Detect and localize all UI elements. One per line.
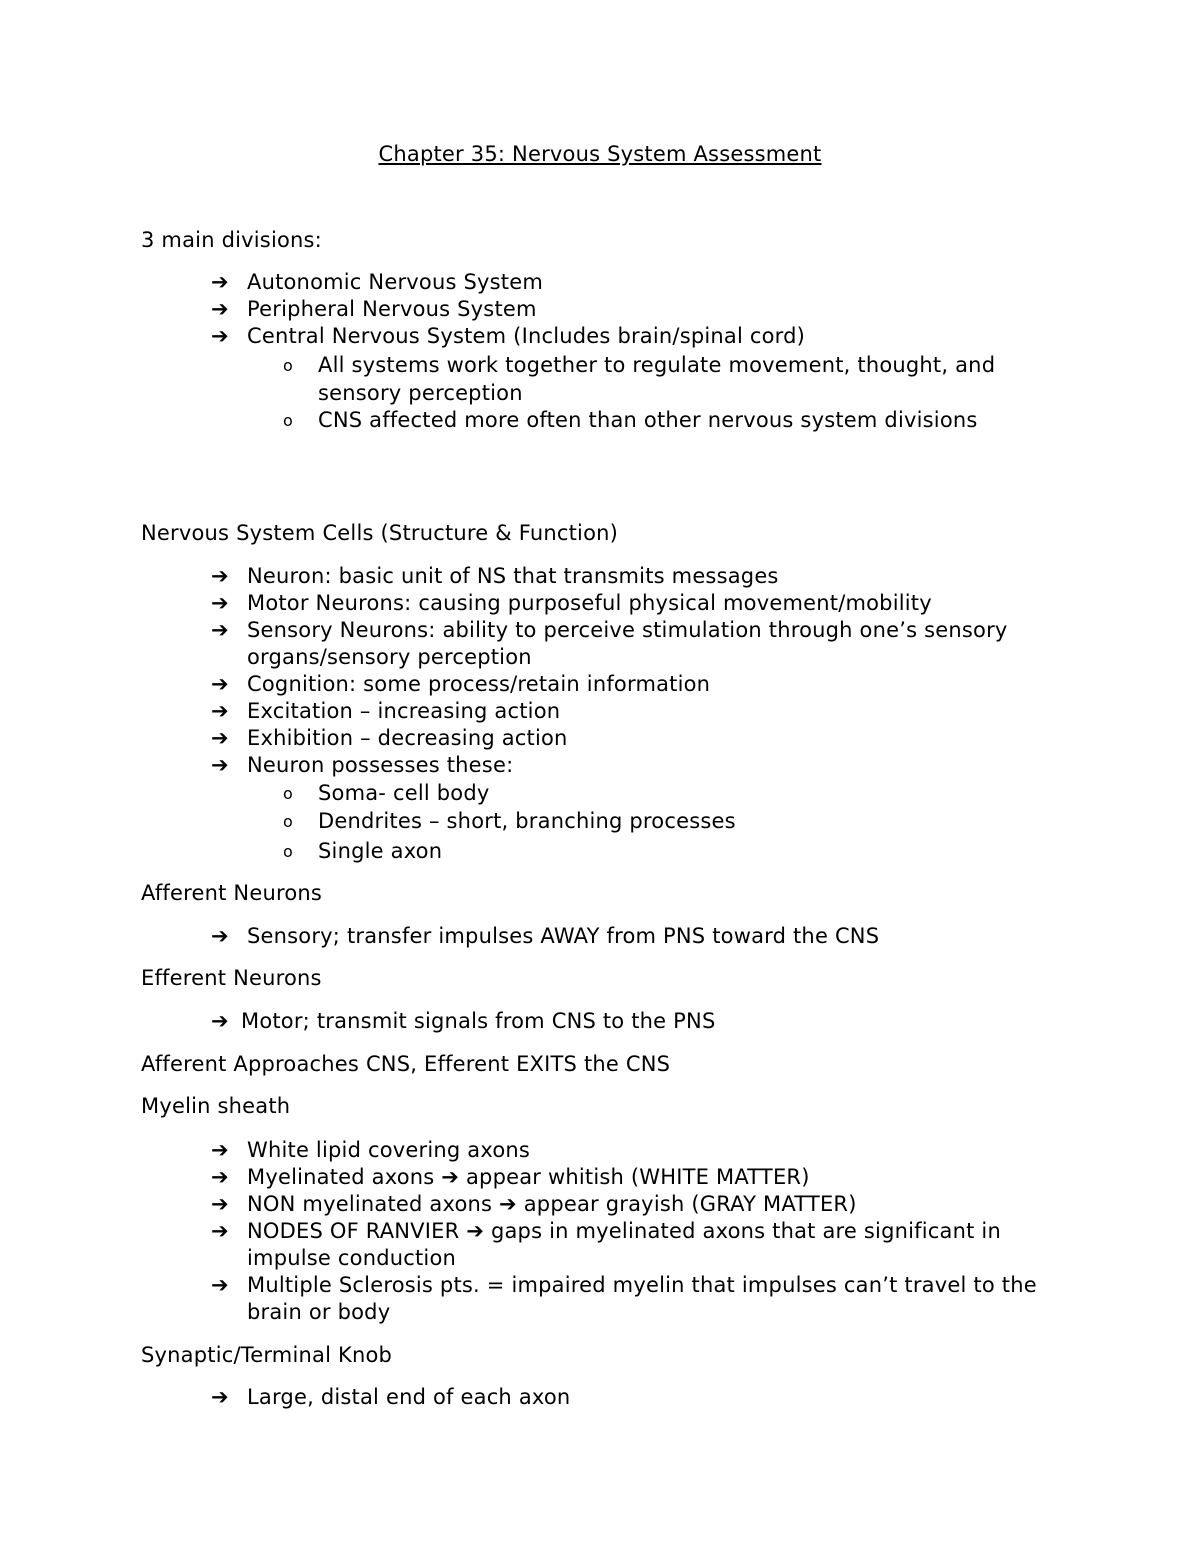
list-item-text: Neuron: basic unit of NS that transmits messages xyxy=(247,564,779,588)
arrow-bullet-icon: ➔ xyxy=(211,618,229,642)
list-item xyxy=(211,1384,1071,1411)
circle-bullet-icon: o xyxy=(283,356,293,375)
arrow-bullet-icon: ➔ xyxy=(211,1385,229,1409)
list-item xyxy=(211,617,1071,671)
list-item-text: Autonomic Nervous System xyxy=(247,270,544,294)
list-item xyxy=(211,725,1071,752)
list-item xyxy=(211,590,1071,617)
sub-list-item-text: CNS affected more often than other nervous system divisions xyxy=(318,408,978,432)
list-item xyxy=(211,1218,1071,1272)
list-item-text: Excitation – increasing action xyxy=(247,699,561,723)
section-heading-synaptic: Synaptic/Terminal Knob xyxy=(141,1343,393,1367)
section-heading-myelin: Myelin sheath xyxy=(141,1094,291,1118)
list-item xyxy=(211,752,1071,779)
list-item xyxy=(211,1008,1071,1035)
list-item-text: Central Nervous System (Includes brain/spinal cord) xyxy=(247,324,806,348)
section-heading-cells: Nervous System Cells (Structure & Function) xyxy=(141,521,619,545)
list-item-text: Sensory Neurons: ability to perceive stimulation through one’s sensory organs/sensory perception xyxy=(247,618,1008,669)
list-item xyxy=(211,296,1071,323)
arrow-bullet-icon: ➔ xyxy=(211,1009,229,1033)
section-heading-efferent: Efferent Neurons xyxy=(141,966,322,990)
sub-list-item-text: Soma- cell body xyxy=(318,781,490,805)
list-item-text: White lipid covering axons xyxy=(247,1138,531,1162)
list-item-text: Motor; transmit signals from CNS to the PNS xyxy=(241,1009,716,1033)
list-item xyxy=(211,323,1071,350)
list-item xyxy=(211,1164,1071,1191)
list-item-text: Exhibition – decreasing action xyxy=(247,726,568,750)
list-item xyxy=(211,1137,1071,1164)
list-item-text: Peripheral Nervous System xyxy=(247,297,537,321)
list-item-text: NON myelinated axons ➔ appear grayish (GRAY MATTER) xyxy=(247,1192,857,1216)
arrow-bullet-icon: ➔ xyxy=(211,270,229,294)
circle-bullet-icon: o xyxy=(283,842,293,861)
circle-bullet-icon: o xyxy=(283,411,293,430)
list-item-text: Cognition: some process/retain information xyxy=(247,672,711,696)
list-item-text: NODES OF RANVIER ➔ gaps in myelinated axons that are significant in impulse conduction xyxy=(247,1219,1001,1270)
list-item-text: Motor Neurons: causing purposeful physical movement/mobility xyxy=(247,591,932,615)
list-item xyxy=(211,923,1071,950)
arrow-bullet-icon: ➔ xyxy=(211,564,229,588)
list-item-text: Multiple Sclerosis pts. = impaired myelin that impulses can’t travel to the brain or body xyxy=(247,1273,1037,1324)
list-item-text: Sensory; transfer impulses AWAY from PNS toward the CNS xyxy=(247,924,880,948)
arrow-bullet-icon: ➔ xyxy=(211,672,229,696)
sub-list-item xyxy=(283,406,1063,434)
arrow-bullet-icon: ➔ xyxy=(211,753,229,777)
section-heading-approaches: Afferent Approaches CNS, Efferent EXITS the CNS xyxy=(141,1052,671,1076)
list-item-text: Myelinated axons ➔ appear whitish (WHITE MATTER) xyxy=(247,1165,810,1189)
sub-list-item xyxy=(283,807,1063,835)
sub-list-item xyxy=(283,779,1063,807)
section-heading-afferent: Afferent Neurons xyxy=(141,881,323,905)
arrow-bullet-icon: ➔ xyxy=(211,1219,229,1243)
arrow-bullet-icon: ➔ xyxy=(211,1273,229,1297)
arrow-bullet-icon: ➔ xyxy=(211,1138,229,1162)
arrow-bullet-icon: ➔ xyxy=(211,699,229,723)
list-item xyxy=(211,269,1071,296)
sub-list-item xyxy=(283,837,1063,865)
circle-bullet-icon: o xyxy=(283,784,293,803)
circle-bullet-icon: o xyxy=(283,812,293,831)
list-item xyxy=(211,1191,1071,1218)
sub-list-item xyxy=(283,351,1063,407)
arrow-bullet-icon: ➔ xyxy=(211,726,229,750)
arrow-bullet-icon: ➔ xyxy=(211,591,229,615)
sub-list-item-text: Single axon xyxy=(318,839,443,863)
list-item xyxy=(211,671,1071,698)
arrow-bullet-icon: ➔ xyxy=(211,324,229,348)
arrow-bullet-icon: ➔ xyxy=(211,924,229,948)
arrow-bullet-icon: ➔ xyxy=(211,1165,229,1189)
section-heading-divisions: 3 main divisions: xyxy=(141,228,322,252)
list-item xyxy=(211,698,1071,725)
arrow-bullet-icon: ➔ xyxy=(211,1192,229,1216)
list-item xyxy=(211,1272,1071,1326)
list-item xyxy=(211,563,1071,590)
arrow-bullet-icon: ➔ xyxy=(211,297,229,321)
list-item-text: Large, distal end of each axon xyxy=(247,1385,571,1409)
list-item-text: Neuron possesses these: xyxy=(247,753,514,777)
sub-list-item-text: All systems work together to regulate movement, thought, and sensory perception xyxy=(318,353,996,405)
page-title: Chapter 35: Nervous System Assessment xyxy=(378,142,822,166)
sub-list-item-text: Dendrites – short, branching processes xyxy=(318,809,736,833)
